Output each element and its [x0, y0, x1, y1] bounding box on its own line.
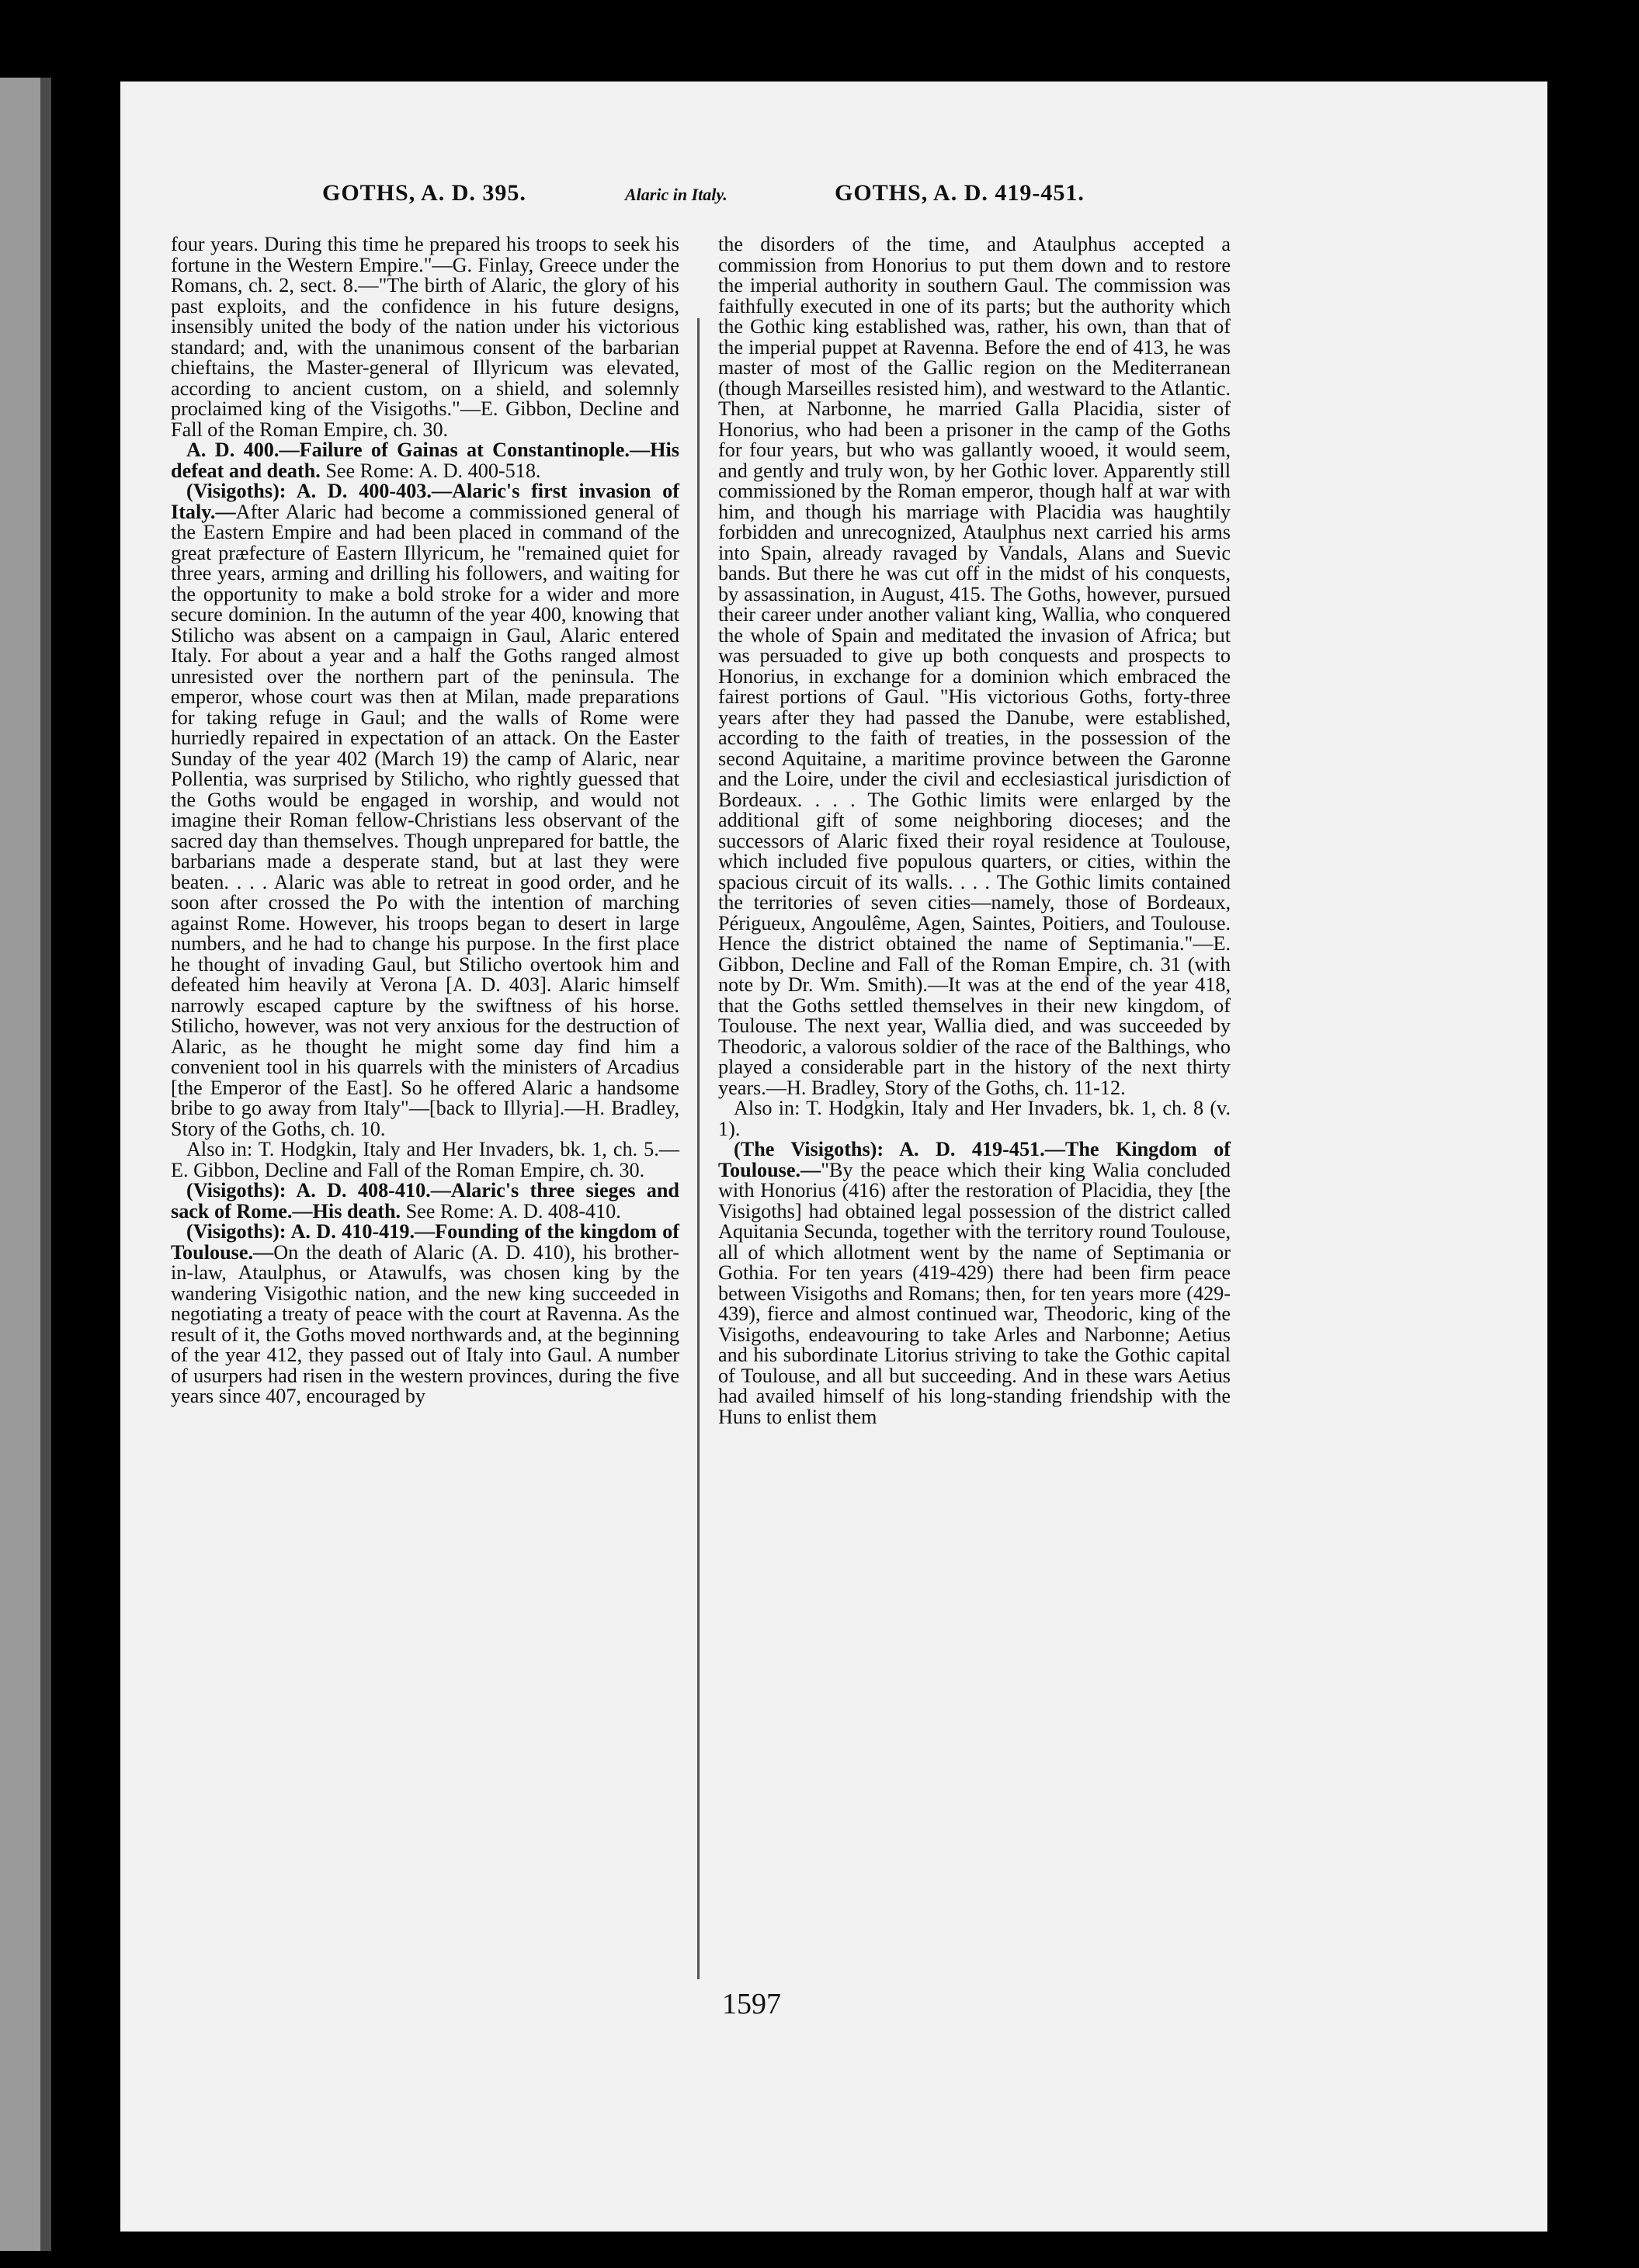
- left-column: [171, 234, 679, 1407]
- right-paragraph-1: the disorders of the time, and Ataulphus accepted a commission from Honorius to put them down and to restore the imperial authority in southern Gaul. The commission was faithfully executed in one of its parts; but the authority which the Gothic king established was, rather, his own, than that of the imperial puppet at Ravenna. Before the end of 413, he was master of most of the Gallic region on the Mediterranean (though Marseilles resisted him), and westward to the Atlantic. Then, at Narbonne, he married Galla Placidia, sister of Honorius, who had been a prisoner in the camp of the Goths for four years, but who was gallantly wooed, it would seem, and gently and truly won, by her Gothic lover. Apparently still commissioned by the Roman emperor, though half at war with him, and though his marriage with Placidia was haughtily forbidden and unrecognized, Ataulphus next carried his arms into Spain, already ravaged by Vandals, Alans and Suevic bands. But there he was cut off in the midst of his conquests, by assassination, in August, 415. The Goths, however, pursued their career under another valiant king, Wallia, who conquered the whole of Spain and meditated the invasion of Africa; but was persuaded to give up both conquests and prospects to Honorius, in exchange for a dominion which embraced the fairest portions of Gaul. "His victorious Goths, forty-three years after they had passed the Danube, were established, according to the faith of treaties, in the possession of the second Aquitaine, a maritime province between the Garonne and the Loire, under the civil and ecclesiastical jurisdiction of Bordeaux. . . . The Gothic limits were enlarged by the additional gift of some neighboring dioceses; and the successors of Alaric fixed their royal residence at Toulouse, which included five populous quarters, or cities, within the spacious circuit of its walls. . . . The Gothic limits contained the territories of seven cities—namely, those of Bordeaux, Périgueux, Angoulême, Agen, Saintes, Poitiers, and Toulouse. Hence the district obtained the name of Septimania."—E. Gibbon, Decline and Fall of the Roman Empire, ch. 31 (with note by Dr. Wm. Smith).—It was at the end of the year 418, that the Goths settled themselves in their new kingdom, of Toulouse. The next year, Wallia died, and was succeeded by Theodoric, a valorous soldier of the race of the Balthings, who played a considerable part in the history of the next thirty years.—H. Bradley, Story of the Goths, ch. 11-12.: [718, 233, 1231, 1099]
- left-entry-gainas: [171, 440, 679, 481]
- page-gutter-shadow: [40, 78, 51, 2251]
- page-number: 1597: [722, 1988, 781, 2020]
- right-column: [718, 234, 1231, 1427]
- adjacent-page-edge: [0, 78, 40, 2251]
- entry-heading: (Visigoths): A. D. 408-410.—Alaric's three sieges and sack of Rome.—His death.: [171, 1179, 679, 1222]
- entry-heading: (Visigoths): A. D. 410-419.—Founding of the kingdom of Toulouse.—: [171, 1220, 679, 1264]
- entry-text: After Alaric had become a commissioned general of the Eastern Empire and had been placed in command of the great præfecture of Eastern Illyricum, he "remained quiet for three years, arming and drilling his followers, and waiting for the opportunity to make a bold stroke for a wider and more secure dominion. In the autumn of the year 400, knowing that Stilicho was absent on a campaign in Gaul, Alaric entered Italy. For about a year and a half the Goths ranged almost unresisted over the northern part of the peninsula. The emperor, whose court was then at Milan, made preparations for taking refuge in Gaul; and the walls of Rome were hurriedly repaired in expectation of an attack. On the Easter Sunday of the year 402 (March 19) the camp of Alaric, near Pollentia, was surprised by Stilicho, who rightly guessed that the Goths would be engaged in worship, and would not imagine their Roman fellow-Christians less observant of the sacred day than themselves. Though unprepared for battle, the barbarians made a desperate stand, but at last they were beaten. . . . Alaric was able to retreat in good order, and he soon after crossed the Po with the intention of marching against Rome. However, his troops began to desert in large numbers, and he had to change his purpose. In the first place he thought of invading Gaul, but Stilicho overtook him and defeated him heavily at Verona [A. D. 403]. Alaric himself narrowly escaped capture by the swiftness of his horse. Stilicho, however, was not very anxious for the destruction of Alaric, as he thought he might some day find him a convenient tool in his quarrels with the ministers of Arcadius [the Emperor of the East]. So he offered Alaric a handsome bribe to go away from Italy"—[back to Illyria].—H. Bradley, Story of the Goths, ch. 10.: [171, 500, 679, 1140]
- header-left: GOTHS, A. D. 395.: [322, 180, 526, 206]
- entry-heading: (The Visigoths): A. D. 419-451.—The Kingdom of Toulouse.—: [718, 1138, 1231, 1181]
- entry-text: "By the peace which their king Walia concluded with Honorius (416) after the restoration of Placidia, they [the Visigoths] had obtained legal possession of the district called Aquitania Secunda, together with the territory round Toulouse, all of which allotment went by the name of Septimania or Gothia. For ten years (419-429) there had been firm peace between Visigoths and Romans; then, for ten years more (429-439), fierce and almost continued war, Theodoric, king of the Visigoths, endeavouring to take Arles and Narbonne; Aetius and his subordinate Litorius striving to take the Gothic capital of Toulouse, and all but succeeding. And in these wars Aetius had availed himself of his long-standing friendship with the Huns to enlist them: [718, 1158, 1231, 1428]
- column-divider: [697, 318, 700, 1979]
- left-entry-toulouse-founding: [171, 1222, 679, 1407]
- left-paragraph-1: four years. During this time he prepared his troops to seek his fortune in the Western Empire."—G. Finlay, Greece under the Romans, ch. 2, sect. 8.—"The birth of Alaric, the glory of his past exploits, and the confidence in his future designs, insensibly united the body of the nation under his victorious standard; and, with the unanimous consent of the barbarian chieftains, the Master-general of Illyricum was elevated, according to ancient custom, on a shield, and solemnly proclaimed king of the Visigoths."—E. Gibbon, Decline and Fall of the Roman Empire, ch. 30.: [171, 233, 679, 441]
- right-entry-kingdom-toulouse: [718, 1139, 1231, 1427]
- entry-text: On the death of Alaric (A. D. 410), his brother-in-law, Ataulphus, or Atawulfs, was chosen king by the wandering Visigothic nation, and the new king succeeded in negotiating a treaty of peace with the court at Ravenna. As the result of it, the Goths moved northwards and, at the beginning of the year 412, they passed out of Italy into Gaul. A number of usurpers had risen in the western provinces, during the five years since 407, encouraged by: [171, 1240, 679, 1407]
- left-entry-sieges: [171, 1181, 679, 1222]
- left-entry-first-invasion: [171, 481, 679, 1139]
- header-right: GOTHS, A. D. 419-451.: [835, 180, 1085, 206]
- entry-heading: A. D. 400.—Failure of Gainas at Constantinople.—His defeat and death.: [171, 439, 679, 482]
- left-also-in: Also in: T. Hodgkin, Italy and Her Invaders, bk. 1, ch. 5.—E. Gibbon, Decline and Fall of the Roman Empire, ch. 30.: [171, 1138, 679, 1181]
- right-also-in: Also in: T. Hodgkin, Italy and Her Invaders, bk. 1, ch. 8 (v. 1).: [718, 1097, 1231, 1140]
- entry-reference: See Rome: A. D. 400-518.: [320, 459, 541, 482]
- entry-reference: See Rome: A. D. 408-410.: [401, 1199, 621, 1222]
- header-center: Alaric in Italy.: [625, 185, 727, 204]
- entry-heading: (Visigoths): A. D. 400-403.—Alaric's first invasion of Italy.—: [171, 480, 679, 523]
